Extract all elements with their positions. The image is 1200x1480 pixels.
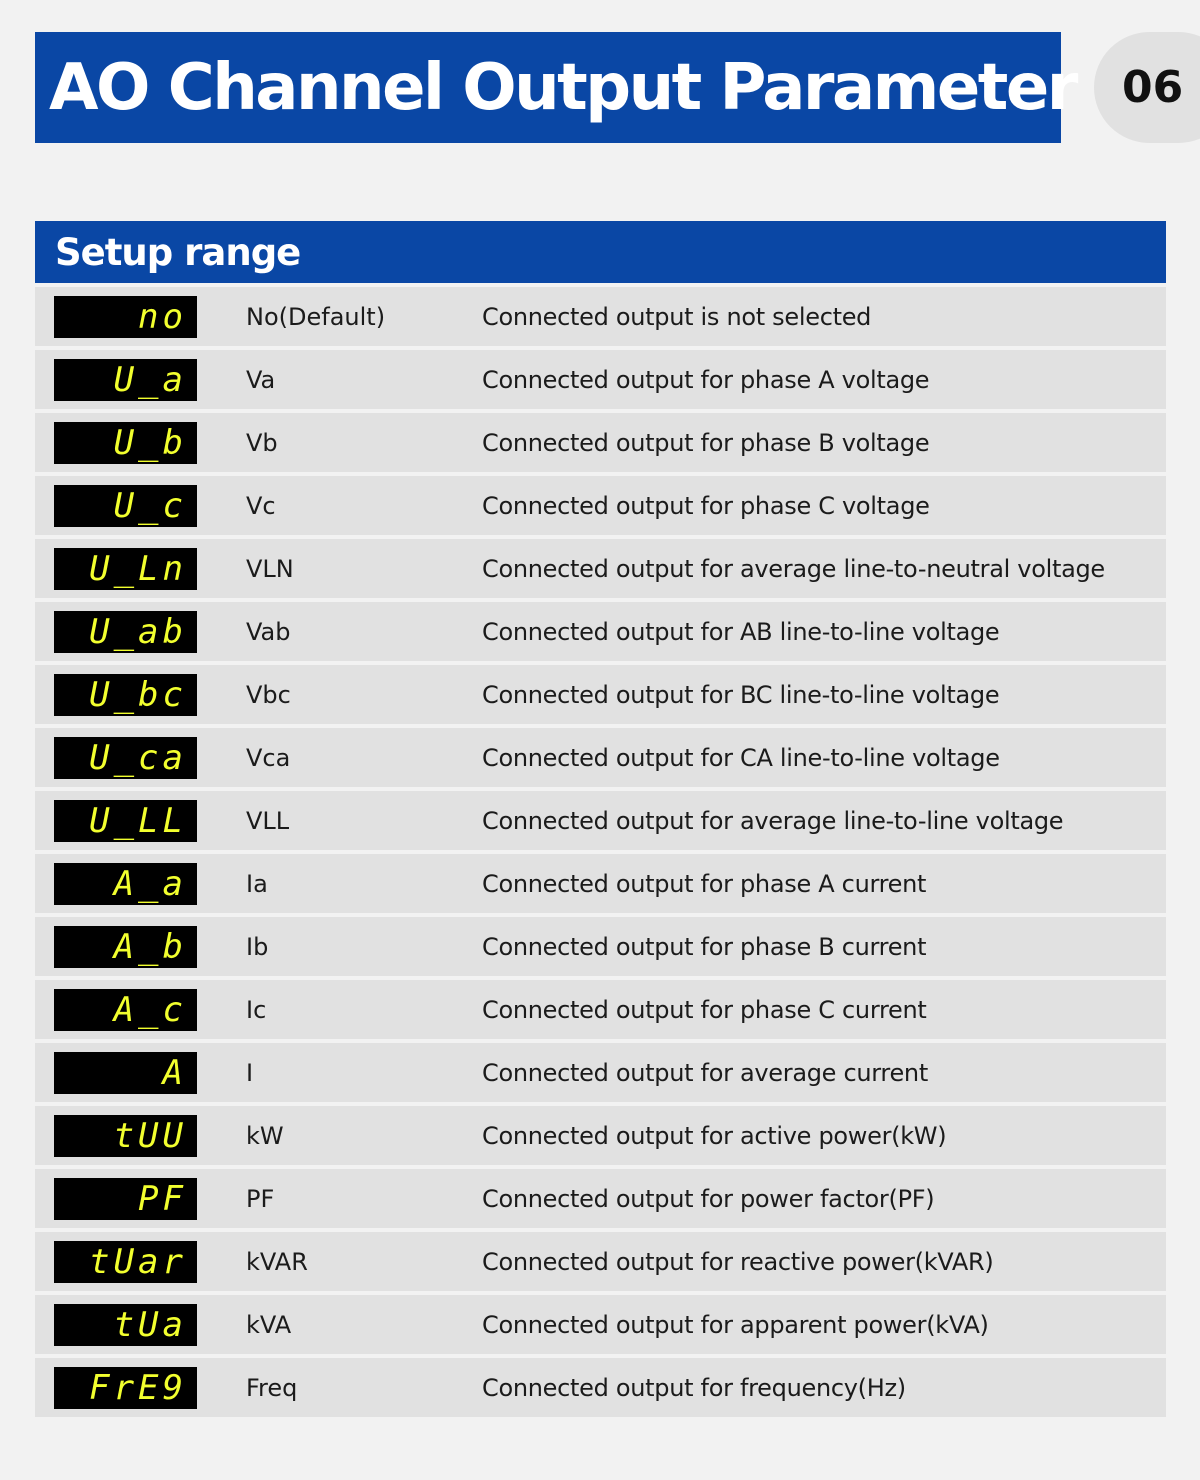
- parameter-description: Connected output for apparent power(kVA): [482, 1310, 989, 1339]
- table-row: [35, 287, 1166, 346]
- table-row: [35, 1232, 1166, 1291]
- table-row: [35, 1106, 1166, 1165]
- lcd-text: U_c: [113, 486, 187, 526]
- lcd-text: tUar: [89, 1242, 187, 1282]
- page-number: 06: [1122, 62, 1184, 113]
- lcd-display: [54, 737, 197, 779]
- lcd-display: [54, 1241, 197, 1283]
- table-row: [35, 1043, 1166, 1102]
- parameter-code: PF: [246, 1184, 275, 1213]
- parameter-description: Connected output for average current: [482, 1058, 928, 1087]
- table-row: [35, 350, 1166, 409]
- parameter-code: kVA: [246, 1310, 292, 1339]
- parameter-code: Vab: [246, 617, 291, 646]
- lcd-display: [54, 611, 197, 653]
- lcd-display: [54, 296, 197, 338]
- parameter-description: Connected output for phase B current: [482, 932, 927, 961]
- parameter-code: No(Default): [246, 302, 386, 331]
- lcd-display: [54, 1115, 197, 1157]
- lcd-text: U_a: [113, 360, 187, 400]
- parameter-code: Ia: [246, 869, 268, 898]
- table-row: [35, 1358, 1166, 1417]
- parameter-description: Connected output for phase B voltage: [482, 428, 930, 457]
- parameter-description: Connected output for reactive power(kVAR): [482, 1247, 994, 1276]
- lcd-text: tUU: [113, 1116, 187, 1156]
- parameter-code: Va: [246, 365, 276, 394]
- parameter-description: Connected output for phase C voltage: [482, 491, 930, 520]
- table-row: [35, 476, 1166, 535]
- lcd-display: [54, 674, 197, 716]
- lcd-text: U_LL: [89, 801, 187, 841]
- page-title: AO Channel Output Parameter: [49, 50, 1076, 125]
- table-row: [35, 665, 1166, 724]
- lcd-text: U_Ln: [89, 549, 187, 589]
- parameter-code: VLN: [246, 554, 294, 583]
- parameter-code: VLL: [246, 806, 290, 835]
- lcd-display: [54, 926, 197, 968]
- parameter-description: Connected output for phase C current: [482, 995, 927, 1024]
- parameter-code: I: [246, 1058, 254, 1087]
- lcd-display: [54, 989, 197, 1031]
- parameter-description: Connected output for AB line-to-line voltage: [482, 617, 1000, 646]
- lcd-text: U_ab: [89, 612, 187, 652]
- lcd-display: [54, 422, 197, 464]
- section-header: [35, 221, 1166, 283]
- parameter-description: Connected output for phase A current: [482, 869, 927, 898]
- parameter-description: Connected output for active power(kW): [482, 1121, 947, 1150]
- parameter-description: Connected output for phase A voltage: [482, 365, 930, 394]
- table-row: [35, 602, 1166, 661]
- lcd-text: no: [138, 297, 187, 337]
- lcd-display: [54, 1052, 197, 1094]
- lcd-display: [54, 863, 197, 905]
- parameter-description: Connected output for average line-to-neutral voltage: [482, 554, 1105, 583]
- lcd-text: tUa: [113, 1305, 187, 1345]
- parameter-code: Vbc: [246, 680, 291, 709]
- parameter-code: Ib: [246, 932, 269, 961]
- parameter-description: Connected output for average line-to-line voltage: [482, 806, 1064, 835]
- lcd-text: U_bc: [89, 675, 187, 715]
- table-row: [35, 1169, 1166, 1228]
- lcd-text: A_a: [113, 864, 187, 904]
- parameter-description: Connected output for CA line-to-line voltage: [482, 743, 1000, 772]
- lcd-text: U_b: [113, 423, 187, 463]
- lcd-text: A_b: [113, 927, 187, 967]
- parameter-code: Vb: [246, 428, 278, 457]
- lcd-text: A_c: [113, 990, 187, 1030]
- parameter-description: Connected output for BC line-to-line voltage: [482, 680, 1000, 709]
- parameter-description: Connected output for frequency(Hz): [482, 1373, 906, 1402]
- parameter-description: Connected output is not selected: [482, 302, 872, 331]
- table-row: [35, 980, 1166, 1039]
- parameter-code: kW: [246, 1121, 284, 1150]
- lcd-display: [54, 800, 197, 842]
- lcd-display: [54, 1178, 197, 1220]
- parameter-code: Ic: [246, 995, 267, 1024]
- lcd-text: A: [162, 1053, 187, 1093]
- table-row: [35, 791, 1166, 850]
- parameter-code: kVAR: [246, 1247, 308, 1276]
- table-row: [35, 854, 1166, 913]
- lcd-display: [54, 1367, 197, 1409]
- parameter-code: Freq: [246, 1373, 298, 1402]
- section-title: Setup range: [55, 230, 301, 274]
- lcd-text: U_ca: [89, 738, 187, 778]
- table-row: [35, 539, 1166, 598]
- parameter-code: Vca: [246, 743, 291, 772]
- table-row: [35, 1295, 1166, 1354]
- table-row: [35, 728, 1166, 787]
- lcd-text: PF: [138, 1179, 187, 1219]
- lcd-display: [54, 359, 197, 401]
- lcd-display: [54, 1304, 197, 1346]
- lcd-text: FrE9: [89, 1368, 187, 1408]
- lcd-display: [54, 485, 197, 527]
- lcd-display: [54, 548, 197, 590]
- table-row: [35, 413, 1166, 472]
- parameter-description: Connected output for power factor(PF): [482, 1184, 935, 1213]
- page-number-tab: [1094, 32, 1200, 143]
- setup-range-table: [35, 287, 1166, 1421]
- parameter-code: Vc: [246, 491, 276, 520]
- page-title-bar: [35, 32, 1076, 143]
- table-row: [35, 917, 1166, 976]
